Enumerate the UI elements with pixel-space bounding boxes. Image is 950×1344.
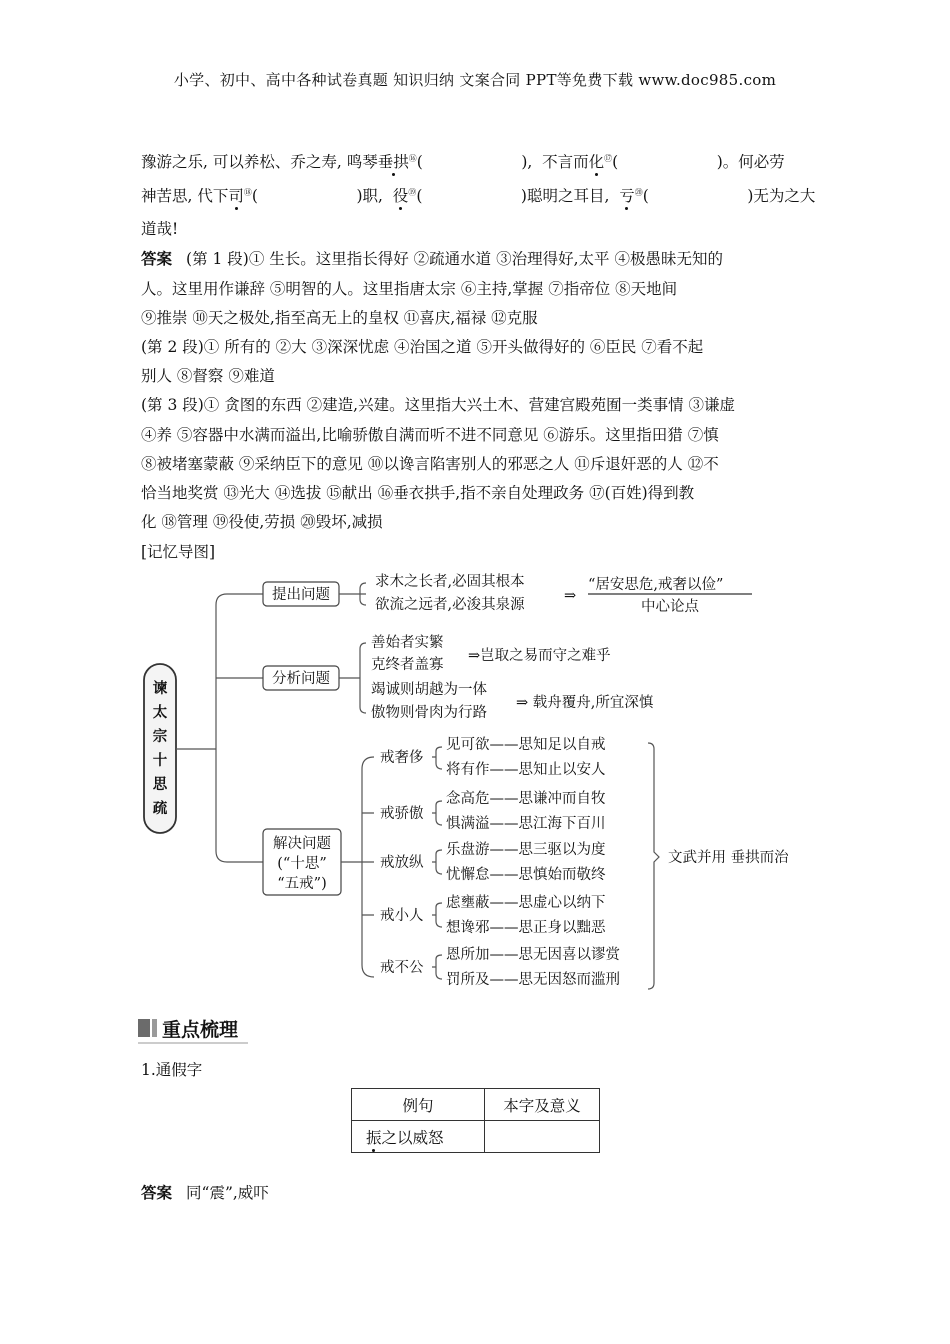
dotted-word: 垂拱 [377,153,409,171]
note-number: ⑰ [604,153,613,163]
passage-line-2 [141,186,816,206]
table-cell [352,1121,485,1153]
note-number: ⑳ [634,187,643,197]
section-title: 重点梳理 [162,1019,239,1041]
arrow-icon: ⇒ [564,588,577,604]
fenxi-item: 善始者实繁 [371,635,444,651]
passage-text: 神苦思, 代下 [141,187,229,205]
group-name: 戒奢侈 [380,750,424,766]
note-number: ⑯ [408,153,417,163]
answer-line [141,249,813,269]
mindmap-heading: [记忆导图] [141,543,216,561]
table-row [352,1121,600,1153]
answer-line: (第 3 段)① 贪图的东西 ②建造,兴建。这里指大兴土木、营建宫殿苑囿一类事情 ③谦虚 [141,396,736,414]
item-title: 1.通假字 [141,1061,203,1079]
group-1 [380,736,606,778]
mindmap-root-char: 思 [152,776,168,793]
tongjiazi-table [351,1088,600,1153]
fenxi-item: 傲物则骨肉为行路 [371,705,487,721]
passage-line-3: 道哉! [141,220,179,238]
answer-line: 化 ⑱管理 ⑲役使,劳损 ⑳毁坏,减损 [141,513,383,531]
mindmap-trunk [176,594,263,862]
group-4 [380,893,606,936]
answer-line: ⑧被堵塞蒙蔽 ⑨采纳臣下的意见 ⑩以谗言陷害别人的邪恶之人 ⑪斥退奸恶的人 ⑫不 [141,455,719,473]
group-row: 将有作——思知止以安人 [446,762,606,778]
site-header: 小学、初中、高中各种试卷真题 知识归纳 文案合同 PPT等免费下载 www.doc985.com [173,71,777,89]
group-name: 戒小人 [380,908,424,924]
passage-text: ( )聪明之耳目, [416,187,620,205]
group-name: 戒放纵 [380,855,424,871]
tichu-bracket [339,583,366,605]
group-row: 想谗邪——思正身以黜恶 [446,920,606,936]
branch-label-fenxi: 分析问题 [272,671,330,687]
group-bracket [432,955,442,979]
dotted-word: 司 [228,187,244,205]
passage-line-1 [141,152,813,172]
dotted-word: 振 [366,1128,382,1147]
section-underline [138,1042,248,1044]
group-row: 罚所及——思无因怒而滥刑 [446,972,620,988]
fenxi-result: ⇒岂取之易而守之难乎 [468,648,611,664]
jiejue-bracket [341,757,374,977]
table-header-cell: 本字及意义 [485,1089,600,1121]
passage-text: ( )。何必劳 [612,153,785,171]
group-name: 戒骄傲 [380,806,424,822]
answer-line: ④养 ⑤容器中水满而溢出,比喻骄傲自满而听不进不同意见 ⑥游乐。这里指田猎 ⑦慎 [141,426,719,444]
answer-line: 人。这里用作谦辞 ⑤明智的人。这里指唐太宗 ⑥主持,掌握 ⑦指帝位 ⑧天地间 [141,280,678,298]
tichu-result-sub: 中心论点 [641,599,699,615]
answer-text: (第 1 段)① 生长。这里指长得好 ②疏通水道 ③治理得好,太平 ④极愚昧无知的 [186,250,723,268]
group-row: 忧懈怠——思慎始而敬终 [446,867,606,883]
group-3 [380,840,606,883]
dotted-word: 役 [392,187,409,205]
mindmap-root-char: 宗 [152,728,168,745]
group-5 [380,946,620,988]
mindmap-root-char: 十 [152,752,168,769]
group-bracket [432,903,442,927]
tichu-result: “居安思危,戒奢以俭” [588,577,724,593]
note-number: ⑲ [408,187,417,197]
passage-text: ( )职, [251,187,393,205]
tichu-item: 欲流之远者,必浚其泉源 [375,597,525,613]
answer-line: ⑨推崇 ⑩天之极处,指至高无上的皇权 ⑪喜庆,福禄 ⑫克服 [141,309,538,327]
table-cell [485,1121,600,1153]
branch-label-jiejue: “五戒”) [277,876,327,892]
fenxi-item: 竭诚则胡越为一体 [371,682,487,698]
group-name: 戒不公 [380,960,424,976]
section-marker-icon [138,1019,150,1037]
dotted-word: 亏 [619,187,635,205]
group-row: 念高危——思谦冲而自牧 [446,791,606,807]
branch-label-jiejue: (“十思” [277,856,327,872]
answer-label: 答案 [141,250,173,268]
fenxi-item: 克终者盖寡 [371,657,444,673]
table-cell-text: 之以威怒 [381,1128,444,1147]
branch-label-tichu: 提出问题 [272,587,330,603]
answer-line: 别人 ⑧督察 ⑨难道 [141,367,275,385]
note-number: ⑱ [243,187,252,197]
group-bracket [432,801,442,825]
group-row: 恩所加——思无因喜以谬赏 [446,947,620,963]
answer-line: (第 2 段)① 所有的 ②大 ③深深忧虑 ④治国之道 ⑤开头做得好的 ⑥臣民 ⑦看不起 [141,338,704,356]
answer-label: 答案 [141,1184,173,1202]
passage-text: ( ), 不言而 [416,153,589,171]
fenxi-bracket [339,643,366,713]
answer-text: 同“震”,威吓 [186,1184,269,1202]
group-bracket [432,850,442,874]
branch-label-jiejue: 解决问题 [273,836,331,852]
passage-text: ( )无为之大 [642,187,816,205]
passage-text: 豫游之乐, 可以养松、乔之寿, 鸣琴 [141,153,378,171]
mind-map-diagram [140,565,820,995]
group-2 [380,789,606,832]
table-header-cell: 例句 [352,1089,485,1121]
group-row: 乐盘游——思三驱以为度 [446,842,606,858]
conclusion-brace [648,743,659,989]
section-marker-icon [152,1019,157,1037]
answer-line: 恰当地奖赏 ⑬光大 ⑭选拔 ⑮献出 ⑯垂衣拱手,指不亲自处理政务 ⑰(百姓)得到教 [141,484,695,502]
mindmap-root-char: 疏 [152,800,168,817]
dotted-word: 化 [588,153,605,171]
group-bracket [432,747,442,769]
conclusion-text: 文武并用 垂拱而治 [668,850,789,866]
tichu-item: 求木之长者,必固其根本 [375,574,525,590]
mindmap-root-char: 太 [152,704,168,721]
mindmap-root-char: 谏 [152,680,168,697]
group-row: 见可欲——思知足以自戒 [446,737,606,753]
group-row: 虑壅蔽——思虚心以纳下 [446,895,606,911]
final-answer [141,1183,813,1203]
group-row: 惧满溢——思江海下百川 [446,816,606,832]
table-header-row [352,1089,600,1121]
fenxi-result: ⇒ 载舟覆舟,所宜深慎 [516,695,654,711]
